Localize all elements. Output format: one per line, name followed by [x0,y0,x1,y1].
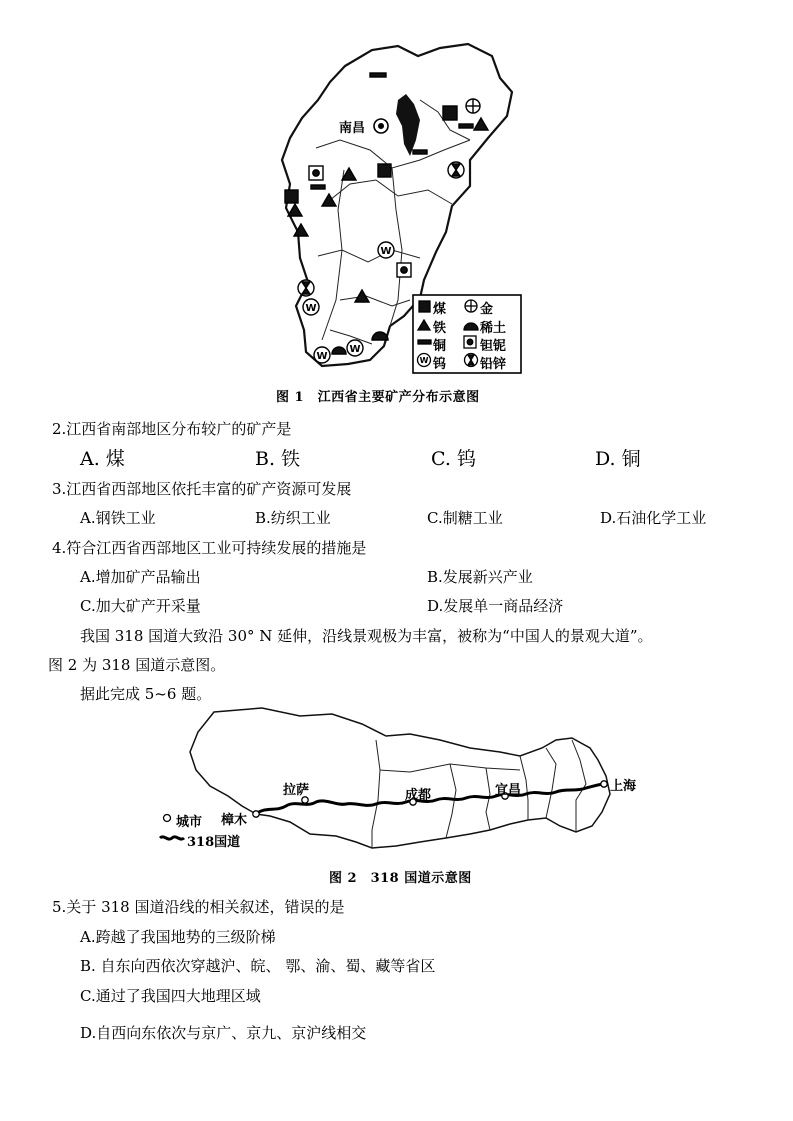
q2-option-c: C. 钨 [431,448,476,470]
q2-option-d: D. 铜 [595,448,641,470]
figure1-caption: 图 1 江西省主要矿产分布示意图 [276,390,480,405]
q2-option-a: A. 煤 [80,448,125,470]
q3-stem: 3.江西省西部地区依托丰富的矿产资源可发展 [52,480,352,498]
q4-option-c: C.加大矿产开采量 [80,597,201,615]
q5-option-a: A.跨越了我国地势的三级阶梯 [80,928,276,946]
city-lhasa: 拉萨 [283,783,310,798]
q2-stem: 2.江西省南部地区分布较广的矿产是 [52,420,292,438]
nanchang-label: 南昌 [339,121,366,136]
tungsten-symbols [303,242,394,363]
poyang-lake [396,94,420,156]
legend-route-label: 318国道 [187,835,241,850]
svg-text:W: W [349,344,361,355]
jiangxi-mineral-map [0,0,793,380]
q3-option-d: D.石油化学工业 [600,509,707,527]
q4-stem: 4.符合江西省西部地区工业可持续发展的措施是 [52,539,367,557]
legend-tantalum-label: 钽铌 [480,339,507,354]
intro-line-3: 据此完成 5~6 题。 [80,685,212,703]
legend-city-label: 城市 [176,815,203,830]
city-yichang: 宜昌 [495,783,522,798]
route-318-map [0,700,793,860]
q3-option-c: C.制糖工业 [427,509,503,527]
route-region-outline [190,708,610,848]
legend-coal-label: 煤 [433,302,447,317]
q5-stem: 5.关于 318 国道沿线的相关叙述，错误的是 [52,898,345,916]
q5-option-d: D.自西向东依次与京广、京九、京沪线相交 [80,1024,367,1042]
legend-copper-label: 铜 [433,339,447,354]
q5-option-b: B. 自东向西依次穿越沪、皖、 鄂、渝、蜀、藏等省区 [80,957,436,975]
svg-text:W: W [380,246,392,257]
q4-option-a: A.增加矿产品输出 [80,568,201,586]
q5-option-c: C.通过了我国四大地理区域 [80,987,261,1005]
city-shanghai: 上海 [610,779,637,794]
intro-line-1: 我国 318 国道大致沿 30° N 延伸，沿线景观极为丰富，被称为“中国人的景观大道”。 [80,627,653,645]
svg-text:W: W [316,351,328,362]
legend-lead-zinc-label: 铅锌 [480,357,507,372]
figure2-caption: 图 2 318 国道示意图 [329,871,472,886]
legend-iron-label: 铁 [433,321,447,336]
intro-line-2: 图 2 为 318 国道示意图。 [48,656,226,674]
city-zhangmu: 樟木 [221,813,248,828]
svg-text:W: W [305,303,317,314]
legend-tungsten-label: 钨 [433,357,447,372]
q2-option-b: B. 铁 [255,448,301,470]
q3-option-a: A.钢铁工业 [80,509,156,527]
q4-option-b: B.发展新兴产业 [427,568,533,586]
legend-rare-earth-label: 稀土 [480,321,507,336]
q4-option-d: D.发展单一商品经济 [427,597,564,615]
svg-text:W: W [419,356,429,365]
city-chengdu: 成都 [405,788,432,803]
legend-gold-label: 金 [480,302,494,317]
q3-option-b: B.纺织工业 [255,509,331,527]
